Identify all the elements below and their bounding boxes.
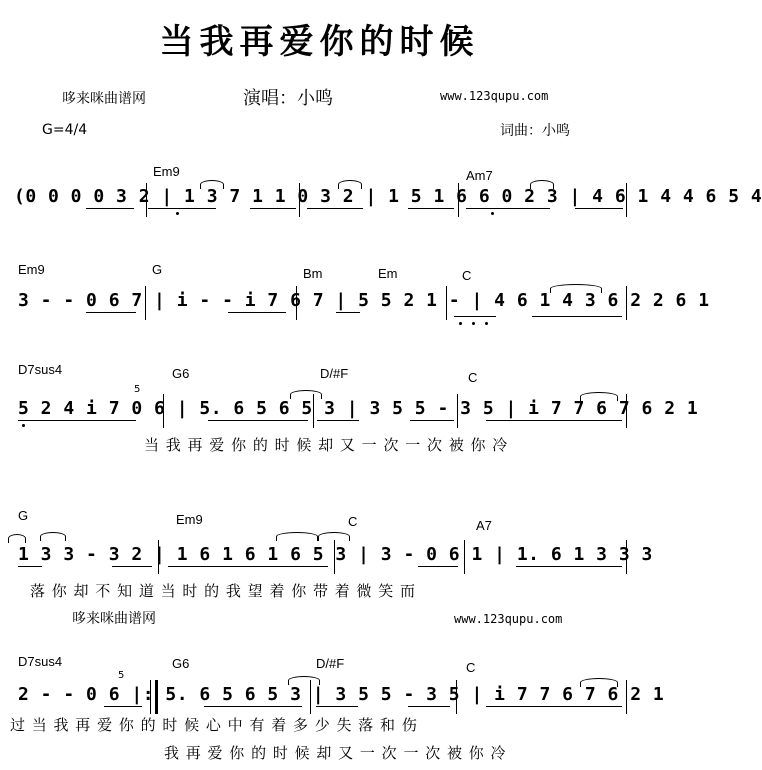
chord-em9: Em9 [18,262,45,277]
site-url-footer: www.123qupu.com [454,612,563,626]
tie [530,180,554,189]
tie [8,534,26,543]
beam [208,420,308,421]
chord-c: C [466,660,476,675]
chord-c: C [468,370,478,385]
beam [18,566,42,567]
barline [334,540,335,574]
chord-em9: Em9 [176,512,203,527]
lyrics-row-4: 落 你 却 不 知 道 当 时 的 我 望 着 你 带 着 微 笑 而 [30,582,417,600]
site-url: www.123qupu.com [440,89,549,103]
composer-credit: 词曲：小鸣 [500,123,570,139]
notation-row-2: 3 - - 0 6 7 | i - - i 7 6 7 | 5 5 2 1 - | 4 6 1 4 3 6 2 2 6 1 [18,290,710,311]
barline [145,286,146,320]
barline [626,394,627,428]
site-name-footer: 哆来咪曲谱网 [72,611,156,627]
chord-g: G [18,508,29,523]
beam [466,208,550,209]
chord-d7sus4: D7sus4 [18,362,63,377]
notation-row-5: 2 - - 0 6 |: 5. 6 5 6 5 3 | 3 5 5 - 3 5 | i 7 7 6 7 6 2 1 [18,684,665,705]
beam [532,316,622,317]
barline [313,394,314,428]
chord-am7: Am7 [466,168,493,183]
octave-dot [459,322,462,325]
tie [318,532,350,541]
chord-bm: Bm [303,266,323,281]
barline [163,394,164,428]
beam [454,316,496,317]
key-signature: G=4/4 [42,122,88,138]
barline [626,183,627,217]
barline [626,540,627,574]
octave-dot [485,322,488,325]
chord-d-sharp-f: D/#F [320,366,349,381]
barline [446,286,447,320]
beam [18,420,136,421]
beam [516,566,622,567]
grace-note: 5 [134,384,141,395]
tie [580,678,618,687]
barline [146,183,147,217]
site-name: 哆来咪曲谱网 [62,91,146,107]
barline [158,540,159,574]
notation-row-3: 5 2 4 i 7 0 6 | 5. 6 5 6 5 3 | 3 5 5 - 3 5 | i 7 7 6 7 6 2 1 [18,398,699,419]
beam [317,420,359,421]
tie [200,180,224,189]
barline [457,394,458,428]
grace-note: 5 [118,670,125,681]
tie [288,676,320,685]
barline [626,680,627,714]
barline [626,286,627,320]
tie [276,532,318,541]
barline [296,286,297,320]
chord-em: Em [378,266,398,281]
beam [168,566,328,567]
beam [86,312,136,313]
beam [408,208,454,209]
tie [550,284,602,293]
chord-c: C [348,514,358,529]
octave-dot [491,212,494,215]
repeat-sign [150,680,158,714]
chord-d-sharp-f: D/#F [316,656,345,671]
beam [486,420,622,421]
singer-credit: 演唱：小鸣 [243,88,333,109]
beam [307,208,363,209]
chord-g6: G6 [172,656,190,671]
tie [40,532,66,541]
beam [410,420,454,421]
barline [458,183,459,217]
chord-c: C [462,268,472,283]
tie [290,390,322,399]
beam [86,208,134,209]
notation-row-1: (0 0 0 0 3 2 | 1 3 7 1 1 0 3 2 | 1 5 1 6 6 0 2 3 | 4 6 1 4 4 6 5 4 [14,186,762,207]
chord-g: G [152,262,163,277]
octave-dot [472,322,475,325]
barline [464,540,465,574]
beam [408,706,450,707]
octave-dot [22,424,25,427]
chord-d7sus4: D7sus4 [18,654,63,669]
tie [580,392,618,401]
beam [204,706,302,707]
beam [104,706,142,707]
barline [456,680,457,714]
beam [250,208,296,209]
beam [575,208,623,209]
barline [299,183,300,217]
lyrics-row-5-verse-1: 过 当 我 再 爱 你 的 时 候 心 中 有 着 多 少 失 落 和 伤 [10,716,418,734]
song-title: 当我再爱你的时候 [159,22,480,62]
tie [338,180,362,189]
beam [486,706,622,707]
lyrics-row-5-verse-2: 我 再 爱 你 的 时 候 却 又 一 次 一 次 被 你 冷 [164,744,507,762]
chord-em9: Em9 [153,164,180,179]
notation-row-4: 1 3 3 - 3 2 | 1 6 1 6 1 6 5 3 | 3 - 0 6 1 | 1. 6 1 3 3 3 [18,544,653,565]
beam [112,566,152,567]
octave-dot [176,212,179,215]
beam [148,208,216,209]
beam [316,706,358,707]
beam [336,312,360,313]
chord-a7: A7 [476,518,492,533]
chord-g6: G6 [172,366,190,381]
beam [418,566,458,567]
lyrics-row-3: 当 我 再 爱 你 的 时 候 却 又 一 次 一 次 被 你 冷 [144,436,509,454]
barline [310,680,311,714]
beam [228,312,286,313]
